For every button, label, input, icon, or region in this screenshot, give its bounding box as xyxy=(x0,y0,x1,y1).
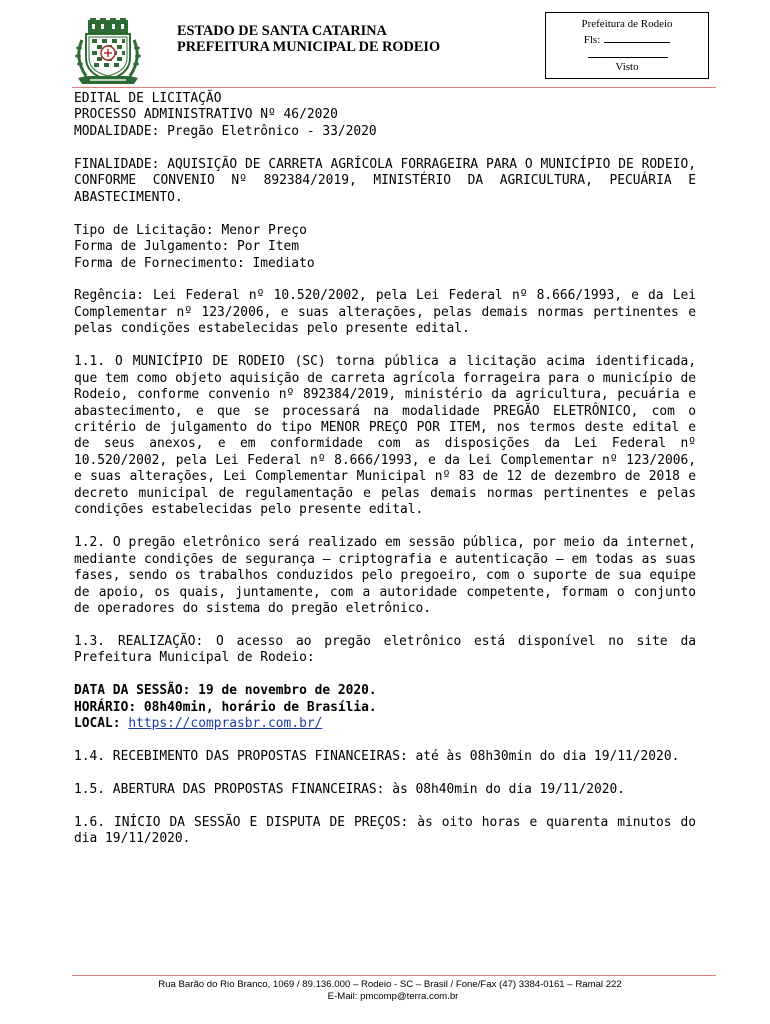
clause-1-3: 1.3. REALIZAÇÃO: O acesso ao pregão eletrônico está disponível no site da Prefeitura Municipal de Rodeio: xyxy=(74,633,696,666)
stamp-visto-label: Visto xyxy=(615,61,639,73)
session-block xyxy=(74,683,696,732)
stamp-fls-row xyxy=(546,33,708,46)
processo-line: PROCESSO ADMINISTRATIVO Nº 46/2020 xyxy=(74,107,338,123)
protocol-stamp-box xyxy=(545,12,709,79)
forma-julgamento-line: Forma de Julgamento: Por Item xyxy=(74,239,300,255)
header-divider xyxy=(72,87,716,88)
footer-email: E-Mail: pmcomp@terra.com.br xyxy=(327,991,459,1002)
footer-address: Rua Barão do Rio Branco, 1069 / 89.136.000 – Rodeio - SC – Brasil / Fone/Fax (47) 3384-0161 – Ramal 222 xyxy=(158,979,622,990)
session-date: DATA DA SESSÃO: 19 de novembro de 2020. xyxy=(74,683,377,699)
clause-1-6: 1.6. INÍCIO DA SESSÃO E DISPUTA DE PREÇOS: às oito horas e quarenta minutos do dia 19/11/2020. xyxy=(74,814,696,847)
stamp-fls-label: Fls: xyxy=(583,34,601,46)
stamp-title: Prefeitura de Rodeio xyxy=(581,18,673,30)
municipal-coat-of-arms-icon xyxy=(72,18,144,88)
tipo-block xyxy=(74,223,696,272)
document-body xyxy=(74,91,696,864)
prefeitura-title: PREFEITURA MUNICIPAL DE RODEIO xyxy=(177,39,441,55)
clause-1-4: 1.4. RECEBIMENTO DAS PROPOSTAS FINANCEIRAS: até às 08h30min do dia 19/11/2020. xyxy=(74,749,680,764)
state-title: ESTADO DE SANTA CATARINA xyxy=(177,23,387,39)
tipo-licitacao-line: Tipo de Licitação: Menor Preço xyxy=(74,222,307,238)
clause-1-1: 1.1. O MUNICÍPIO DE RODEIO (SC) torna pública a licitação acima identificada, que tem como objeto aquisição de carreta agrícola forrageira para o município de Rodeio, conforme convenio nº 892384/2019, ministério da agricultura, pecuária e abastecimento, e que se processará na modalidade PREGÃO ELETRÔNICO, com o critério de julgamento do tipo MENOR PREÇO POR ITEM, nos termos deste edital e de seus anexos, e em conformidade com as disposições da Lei Federal nº 10.520/2002, pela Lei Federal nº 8.666/1993, e da Lei Complementar nº 123/2006, e suas alterações, Lei Complementar Municipal nº 83 de 12 de dezembro de 2018 e decreto municipal de regulamentação e pelas demais normas pertinentes e pelas condições estabelecidas pelo presente edital. xyxy=(74,354,696,518)
finalidade-paragraph: FINALIDADE: AQUISIÇÃO DE CARRETA AGRÍCOLA FORRAGEIRA PARA O MUNICÍPIO DE RODEIO, CONFORME CONVENIO Nº 892384/2019, MINISTÉRIO DA AGRICULTURA, PECUÁRIA E ABASTECIMENTO. xyxy=(74,156,696,205)
regencia-paragraph: Regência: Lei Federal nº 10.520/2002, pela Lei Federal nº 8.666/1993, e da Lei Complementar nº 123/2006, e suas alterações, pelas demais normas pertinentes e pelas condições estabelecidas pelo presente edital. xyxy=(74,288,696,337)
edital-header-block xyxy=(74,91,696,140)
footer-divider xyxy=(72,975,716,976)
letterhead xyxy=(0,0,770,92)
forma-fornecimento-line: Forma de Fornecimento: Imediato xyxy=(74,255,315,271)
modalidade-line: MODALIDADE: Pregão Eletrônico - 33/2020 xyxy=(74,123,377,139)
session-time: HORÁRIO: 08h40min, horário de Brasília. xyxy=(74,699,377,715)
session-local-label: LOCAL: xyxy=(74,716,121,732)
edital-title: EDITAL DE LICITAÇÃO xyxy=(74,91,222,106)
stamp-signature-line xyxy=(588,57,668,58)
clause-1-2: 1.2. O pregão eletrônico será realizado em sessão pública, por meio da internet, mediante condições de segurança – criptografia e autenticação – em todas as suas fases, sendo os trabalhos conduzidos pelo pregoeiro, com o suporte de sua equipe de apoio, os quais, juntamente, com a autoridade competente, formam o conjunto de operadores do sistema do pregão eletrônico. xyxy=(74,535,696,616)
stamp-fls-blank xyxy=(604,33,670,43)
comprasbr-link[interactable]: https://comprasbr.com.br/ xyxy=(128,716,323,732)
clause-1-5: 1.5. ABERTURA DAS PROPOSTAS FINANCEIRAS: às 08h40min do dia 19/11/2020. xyxy=(74,781,626,797)
